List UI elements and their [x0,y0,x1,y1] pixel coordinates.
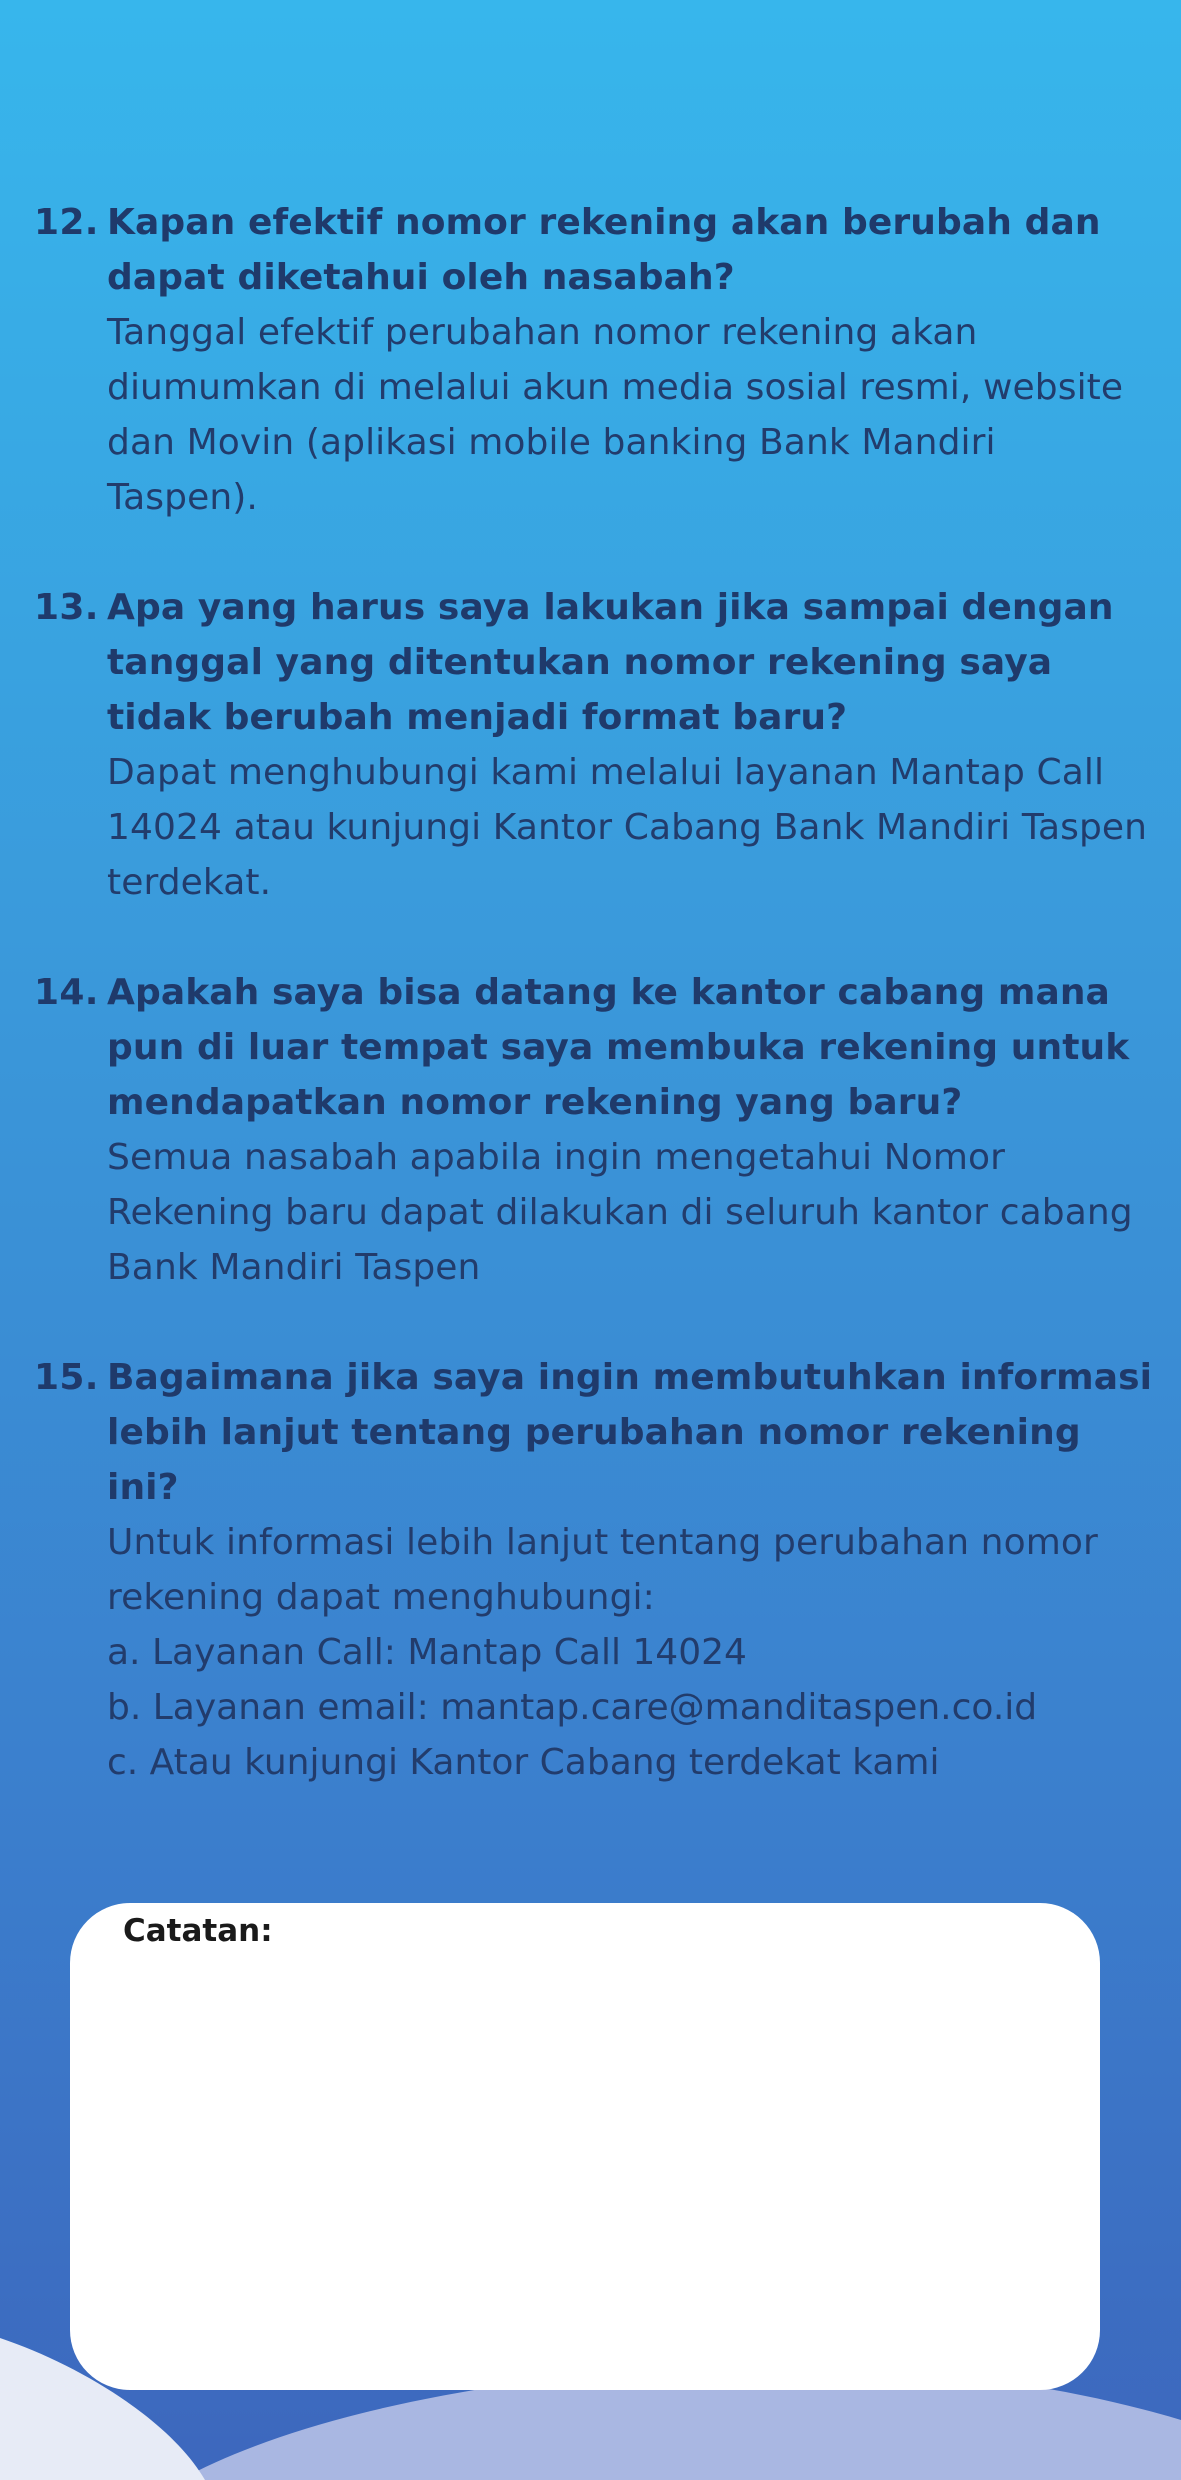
faq-question: Bagaimana jika saya ingin membutuhkan informasi lebih lanjut tentang perubahan nomor rekening ini? [107,1357,1153,1508]
faq-item-14 [34,965,1154,1295]
faq-number: 15. [34,1357,99,1398]
notes-label: Catatan: [123,1913,273,1949]
faq-answer: Semua nasabah apabila ingin mengetahui Nomor Rekening baru dapat dilakukan di seluruh kantor cabang Bank Mandiri Taspen [107,1137,1133,1288]
contact-branch: c. Atau kunjungi Kantor Cabang terdekat kami [107,1742,940,1783]
notes-box[interactable] [70,1903,1100,2390]
contact-email: b. Layanan email: mantap.care@manditaspen.co.id [107,1687,1038,1728]
faq-item-15 [34,1350,1154,1790]
contact-call: a. Layanan Call: Mantap Call 14024 [107,1632,747,1673]
faq-number: 12. [34,202,99,243]
faq-question: Apakah saya bisa datang ke kantor cabang mana pun di luar tempat saya membuka rekening untuk mendapatkan nomor rekening yang baru? [107,972,1130,1123]
faq-question: Kapan efektif nomor rekening akan berubah dan dapat diketahui oleh nasabah? [107,202,1101,298]
faq-number: 14. [34,972,99,1013]
faq-question: Apa yang harus saya lakukan jika sampai dengan tanggal yang ditentukan nomor rekening saya tidak berubah menjadi format baru? [107,587,1114,738]
faq-number: 13. [34,587,99,628]
faq-answer: Tanggal efektif perubahan nomor rekening akan diumumkan di melalui akun media sosial resmi, website dan Movin (aplikasi mobile banking Bank Mandiri Taspen). [107,312,1124,518]
faq-answer: Untuk informasi lebih lanjut tentang perubahan nomor rekening dapat menghubungi: [107,1522,1098,1618]
faq-item-13 [34,580,1154,910]
faq-list [34,195,1154,1845]
faq-item-12 [34,195,1154,525]
faq-answer: Dapat menghubungi kami melalui layanan Mantap Call 14024 atau kunjungi Kantor Cabang Bank Mandiri Taspen terdekat. [107,752,1148,903]
